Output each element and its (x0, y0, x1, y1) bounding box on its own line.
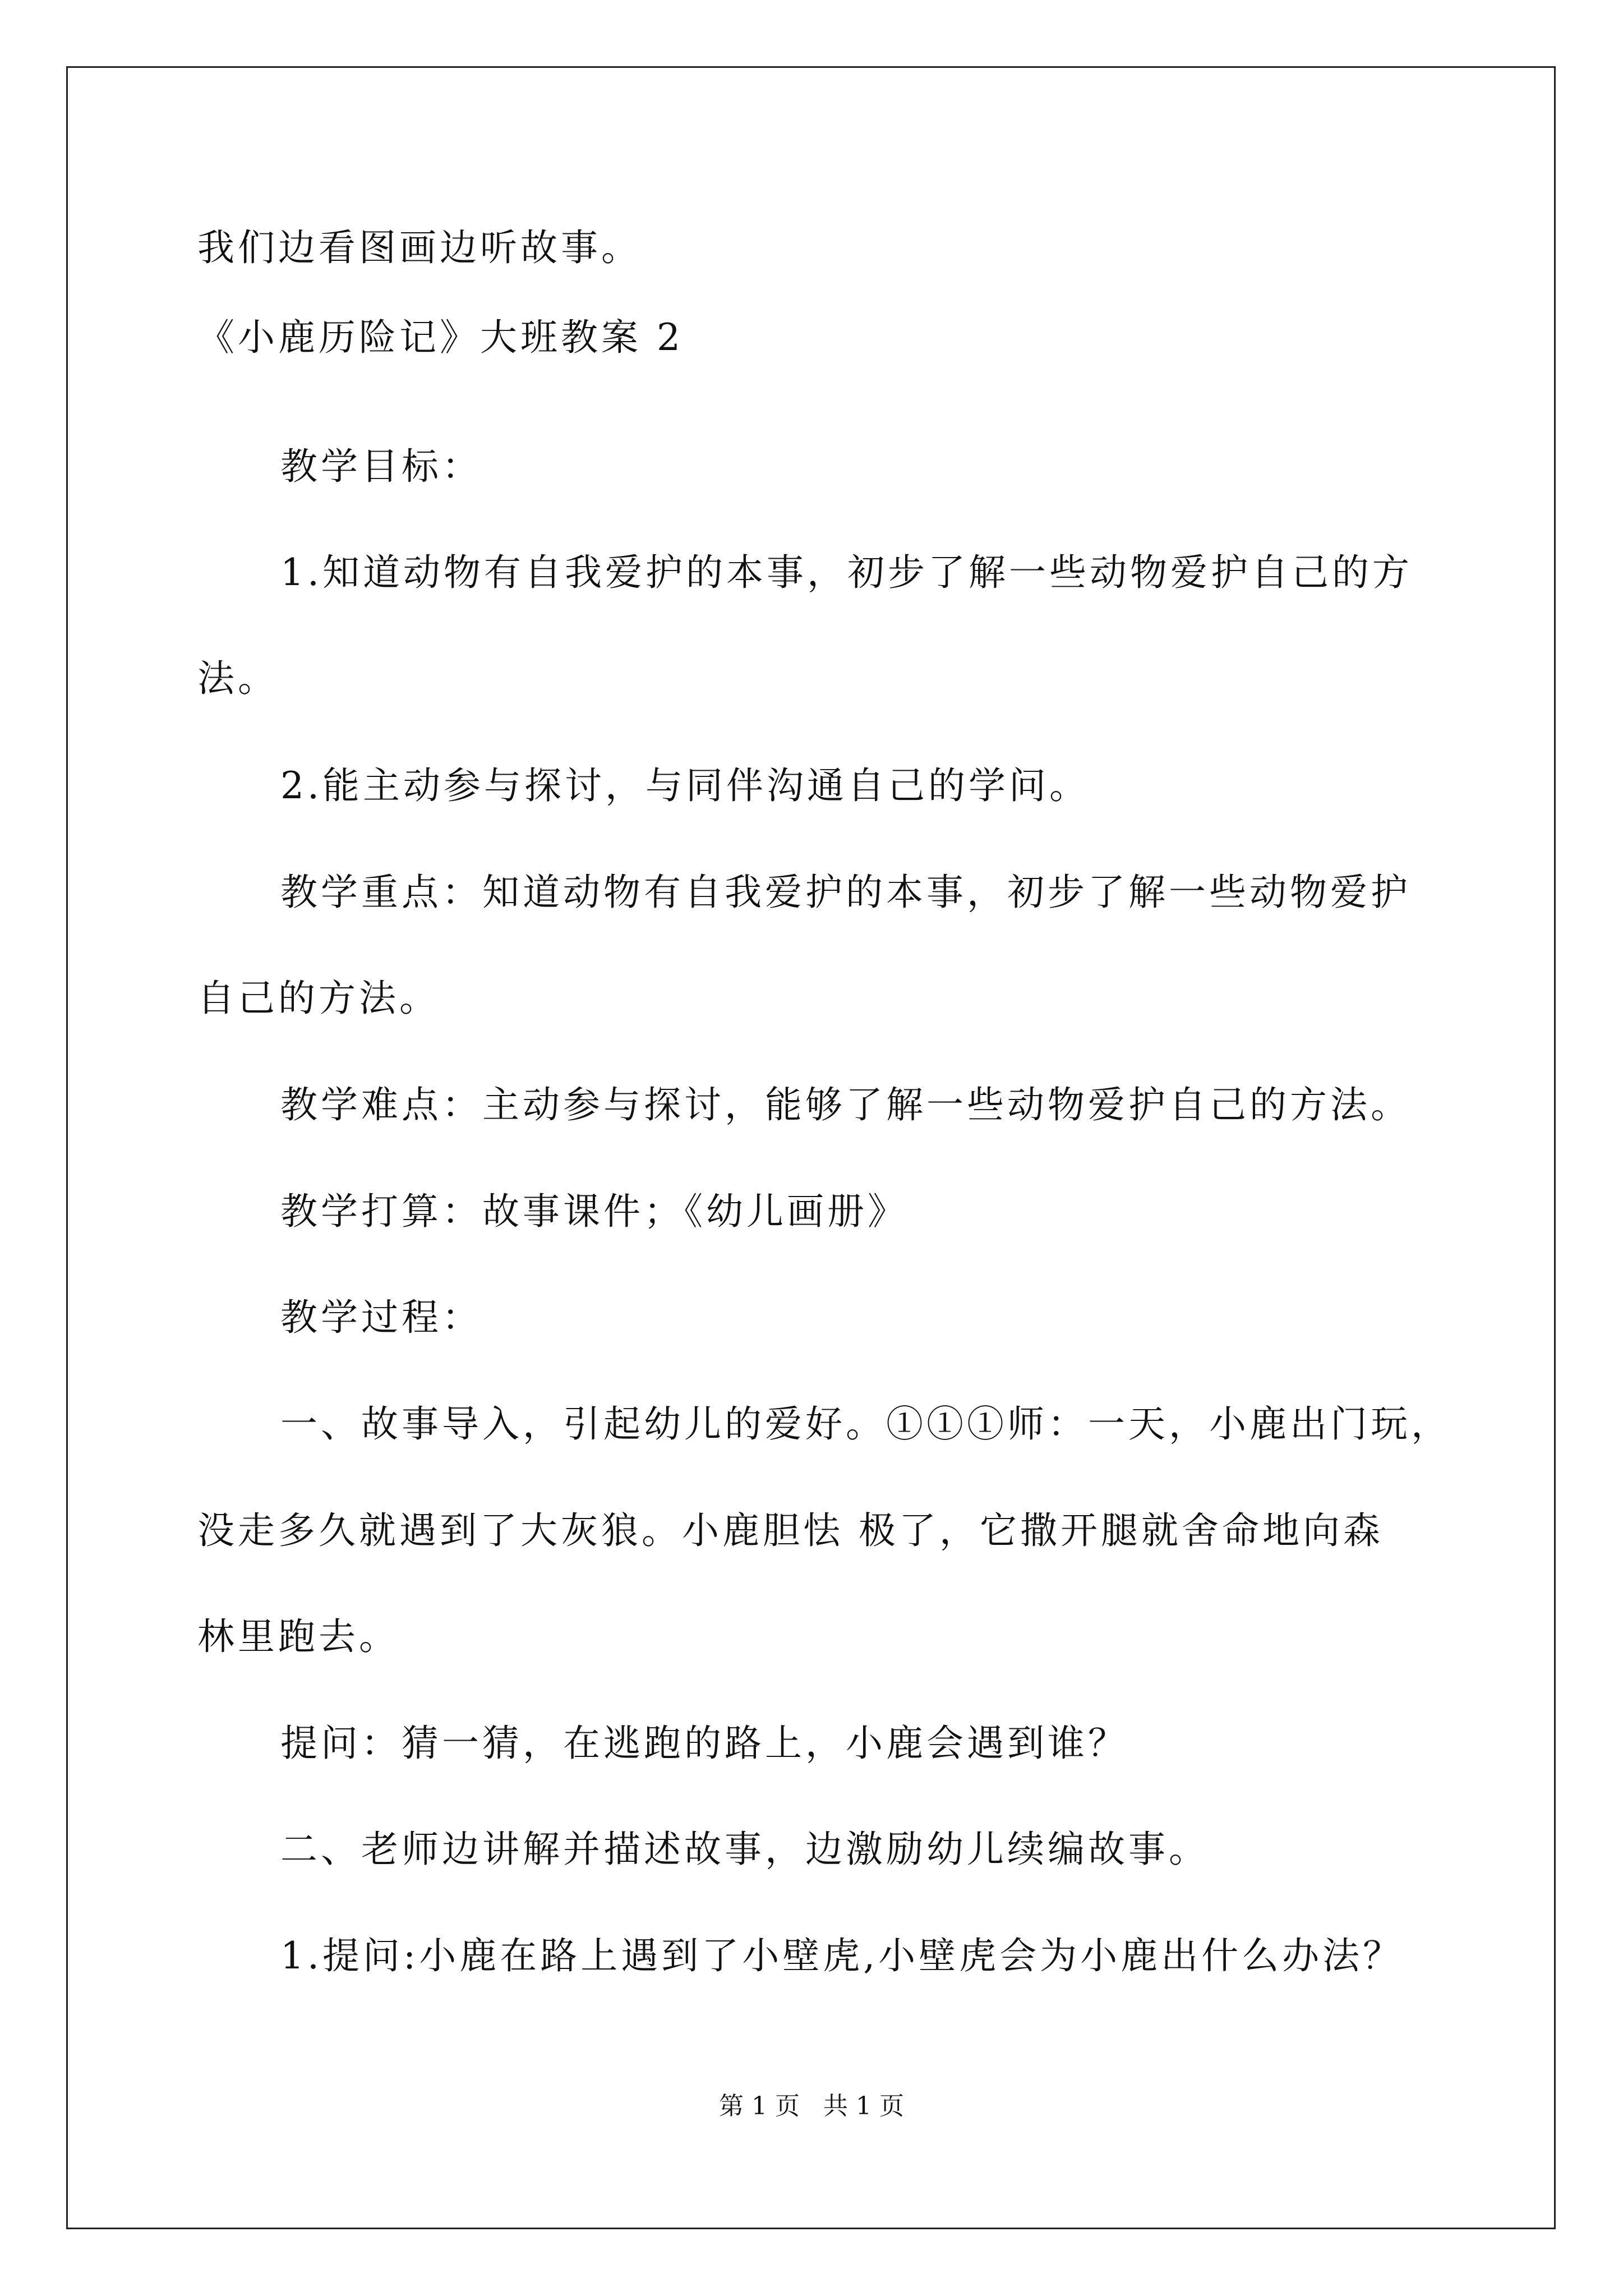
page-frame (66, 66, 1556, 2229)
text-line-4: 1.知道动物有自我爱护的本事，初步了解一些动物爱护自己的方 (280, 551, 1413, 594)
text-line-3: 教学目标： (280, 445, 482, 488)
text-line-7: 教学重点：知道动物有自我爱护的本事，初步了解一些动物爱护 (280, 871, 1411, 914)
text-line-15: 提问：猜一猜，在逃跑的路上，小鹿会遇到谁？ (280, 1722, 1128, 1765)
text-line-8: 自己的方法。 (197, 977, 440, 1020)
text-line-6: 2.能主动参与探讨，与同伴沟通自己的学问。 (280, 764, 1090, 807)
page-footer: 第 1 页 共 1 页 (719, 2092, 904, 2120)
text-line-5: 法。 (197, 657, 278, 700)
text-line-1: 我们边看图画边听故事。 (197, 226, 642, 269)
text-line-16: 二、老师边讲解并描述故事，边激励幼儿续编故事。 (280, 1828, 1209, 1871)
text-line-13: 没走多久就遇到了大灰狼。小鹿胆怯 极了，它撒开腿就舍命地向森 (197, 1509, 1384, 1552)
text-line-10: 教学打算：故事课件；《幼儿画册》 (280, 1190, 908, 1233)
text-line-11: 教学过程： (280, 1296, 482, 1339)
text-line-12: 一、故事导入，引起幼儿的爱好。①①①师：一天，小鹿出门玩， (280, 1402, 1451, 1446)
text-line-17: 1.提问:小鹿在路上遇到了小壁虎,小壁虎会为小鹿出什么办法？ (280, 1934, 1404, 1977)
lesson-plan-title: 《小鹿历险记》大班教案 2 (197, 316, 684, 359)
text-line-9: 教学难点：主动参与探讨，能够了解一些动物爱护自己的方法。 (280, 1083, 1411, 1126)
text-line-14: 林里跑去。 (197, 1615, 399, 1658)
